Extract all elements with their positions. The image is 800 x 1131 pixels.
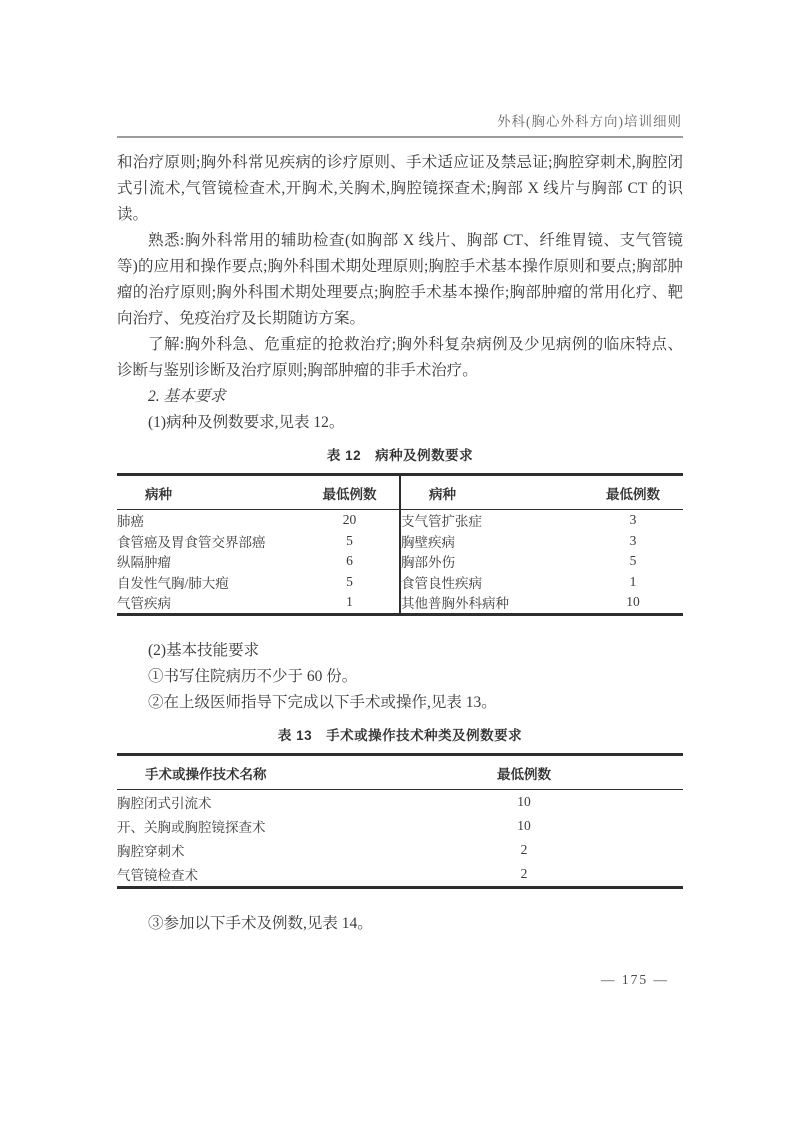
cell-disease-name: 胸壁疾病: [401, 534, 455, 550]
table12-title: 表 12 病种及例数要求: [326, 448, 474, 463]
table13-title: 表 13 手术或操作技术种类及例数要求: [277, 727, 523, 743]
table13-header-row: [117, 754, 683, 789]
cell-min-cases: 1: [629, 573, 637, 589]
table-row: [117, 592, 683, 614]
cell-operation-name: 胸腔闭式引流术: [117, 795, 212, 811]
cell-disease-name: 肺癌: [117, 514, 144, 530]
page-number: — 175 —: [601, 972, 669, 987]
cell-disease-name: 胸部外伤: [401, 555, 455, 571]
cell-min-cases: 2: [520, 841, 528, 857]
cell-operation-name: 开、关胸或胸腔镜探查术: [117, 819, 266, 835]
cell-min-cases: 3: [629, 512, 637, 528]
table-row: [117, 531, 683, 552]
column-header-spacer: [603, 754, 683, 789]
column-header-min-cases: 最低例数: [445, 754, 603, 789]
cell-min-cases: 5: [300, 531, 400, 552]
cell-operation-name: 气管镜检查术: [117, 867, 198, 883]
cell-min-cases: 2: [520, 865, 528, 881]
cell-min-cases: 1: [300, 592, 400, 614]
item-medical-records: ①书写住院病历不少于 60 份。: [148, 667, 358, 685]
table-row: [117, 838, 683, 862]
table13: [117, 753, 683, 889]
cell-disease-name: 食管良性疾病: [401, 575, 482, 591]
item-disease-requirement: (1)病种及例数要求,见表 12。: [148, 414, 345, 431]
table-row: [117, 572, 683, 593]
running-header: 外科(胸心外科方向)培训细则: [497, 114, 682, 129]
item-operations-table13: ②在上级医师指导下完成以下手术或操作,见表 13。: [148, 693, 497, 711]
cell-min-cases: 20: [300, 510, 400, 531]
cell-min-cases: 10: [517, 817, 531, 833]
cell-operation-name: 胸腔穿刺术: [117, 843, 185, 859]
table-row: [117, 510, 683, 531]
para-understand: 了解:胸外科急、危重症的抢救治疗;胸外科复杂病例及少见病例的临床特点、诊断与鉴别诊断及治疗原则;胸部肿瘤的非手术治疗。: [117, 336, 683, 379]
table-row: [117, 789, 683, 814]
column-header-disease: 病种: [400, 475, 583, 510]
cell-disease-name: 其他普胸外科病种: [401, 596, 509, 612]
cell-disease-name: 纵隔肿瘤: [117, 555, 171, 571]
column-header-min-cases: 最低例数: [583, 475, 683, 510]
table-row: [117, 814, 683, 838]
item-basic-skills: (2)基本技能要求: [148, 641, 260, 659]
cell-min-cases: 6: [300, 551, 400, 572]
column-header-operation-name: 手术或操作技术名称: [117, 754, 445, 789]
cell-min-cases: 10: [517, 793, 531, 809]
cell-disease-name: 食管癌及胃食管交界部癌: [117, 534, 266, 550]
cell-disease-name: 支气管扩张症: [401, 514, 482, 530]
para-familiar: 熟悉:胸外科常用的辅助检查(如胸部 X 线片、胸部 CT、纤维胃镜、支气管镜等)的应用和操作要点;胸外科围术期处理原则;胸腔手术基本操作原则和要点;胸部肿瘤的治疗原则;胸外科围术期处理要点;胸腔手术基本操作;胸部肿瘤的常用化疗、靶向治疗、免疫治疗及长期随访方案。: [117, 232, 683, 327]
item-participate-table14: ③参加以下手术及例数,见表 14。: [148, 914, 373, 932]
column-header-min-cases: 最低例数: [300, 475, 400, 510]
para-continuation: 和治疗原则;胸外科常见疾病的诊疗原则、手术适应证及禁忌证;胸腔穿刺术,胸腔闭式引流术,气管镜检查术,开胸术,关胸术,胸腔镜探查术;胸部 X 线片与胸部 CT 的识读。: [117, 154, 683, 223]
table-row: [117, 551, 683, 572]
table12-header-row: [117, 475, 683, 510]
body-flow: [117, 150, 683, 937]
table-row: [117, 862, 683, 888]
header-rule-divider: [117, 136, 683, 138]
cell-disease-name: 气管疾病: [117, 596, 171, 612]
cell-min-cases: 3: [629, 532, 637, 548]
cell-disease-name: 自发性气胸/肺大疱: [117, 575, 229, 591]
column-header-disease: 病种: [117, 475, 300, 510]
cell-min-cases: 5: [300, 572, 400, 593]
table12: [117, 473, 683, 616]
cell-min-cases: 5: [629, 553, 637, 569]
cell-min-cases: 10: [626, 594, 640, 610]
heading-basic-requirements: 2. 基本要求: [148, 388, 226, 405]
